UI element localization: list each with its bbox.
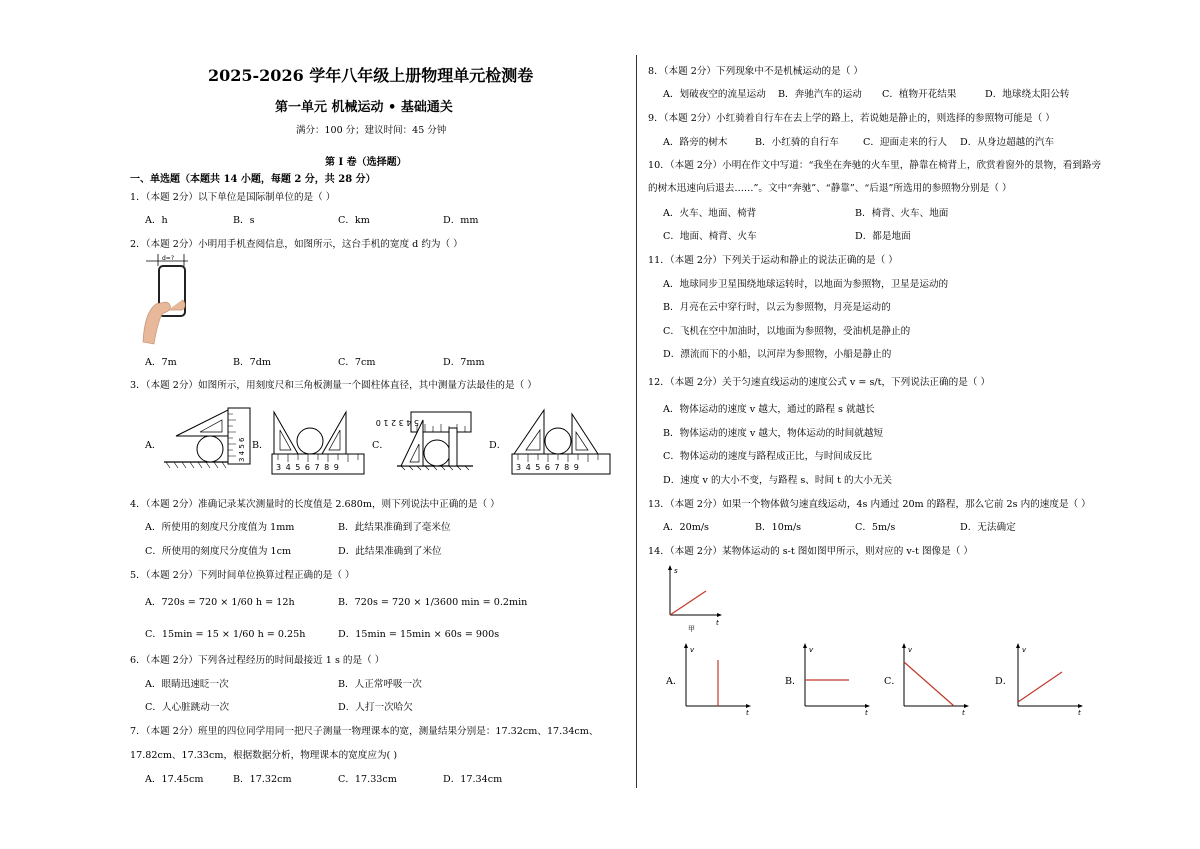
q6-option-d: D．人打一次哈欠 — [338, 702, 413, 713]
q7-option-c: C．17.33cm — [338, 774, 397, 785]
q13-option-c: C．5m/s — [855, 522, 896, 533]
q13-option-d: D．无法确定 — [960, 522, 1016, 533]
question-4: 4．（本题 2分）准确记录某次测量时的长度值是 2.680m，则下列说法中正确的是（ ） — [130, 499, 500, 510]
q4-option-c: C．所使用的刻度尺分度值为 1cm — [145, 546, 292, 557]
jia-axis-s: s — [674, 567, 678, 575]
question-5: 5．（本题 2分）下列时间单位换算过程正确的是（ ） — [130, 570, 355, 581]
question-7-cont: 17.82cm、17.33cm，根据数据分析，物理课本的宽度应为( ) — [130, 750, 398, 761]
d-axis-v: v — [1022, 646, 1027, 654]
q3-figure-a — [162, 404, 256, 470]
q9-option-b: B．小红骑的自行车 — [755, 137, 839, 148]
q14-graph-c — [896, 640, 972, 716]
b-axis-v: v — [809, 646, 814, 654]
q3-figure-b — [268, 404, 368, 476]
q14-option-d: D． — [995, 676, 1013, 687]
q11-option-a: A．地球同步卫星围绕地球运转时，以地面为参照物，卫星是运动的 — [663, 279, 949, 290]
question-2: 2．（本题 2分）小明用手机查阅信息，如图所示，这台手机的宽度 d 约为（ ） — [130, 239, 463, 250]
q14-graph-d — [1010, 640, 1086, 716]
q2-option-d: D．7mm — [443, 357, 485, 368]
q7-option-a: A．17.45cm — [145, 774, 204, 785]
q5-option-d: D．15min = 15min × 60s = 900s — [338, 629, 500, 640]
q12-option-d: D．速度 v 的大小不变，与路程 s、时间 t 的大小无关 — [663, 475, 893, 486]
ruler-a-numbers: 3 4 5 6 — [238, 437, 246, 462]
q5-option-c: C．15min = 15 × 1/60 h = 0.25h — [145, 629, 306, 640]
q2-option-a: A．7m — [145, 357, 177, 368]
exam-title: 2025-2026 学年八年级上册物理单元检测卷 — [208, 66, 534, 85]
q11-option-d: D．漂流而下的小船，以河岸为参照物，小船是静止的 — [663, 349, 892, 360]
a-axis-v: v — [690, 646, 695, 654]
q6-option-a: A．眼睛迅速眨一次 — [145, 679, 229, 690]
q9-option-d: D．从身边超越的汽车 — [960, 137, 1055, 148]
question-7: 7．（本题 2分）班里的四位同学用同一把尺子测量一物理课本的宽，测量结果分别是：17.32cm、17.34cm、 — [130, 726, 599, 737]
question-6: 6．（本题 2分）下列各过程经历的时间最接近 1 s 的是（ ） — [130, 655, 385, 666]
q11-option-c: C．飞机在空中加油时，以地面为参照物，受油机是静止的 — [663, 326, 911, 337]
q12-option-c: C．物体运动的速度与路程成正比，与时间成反比 — [663, 451, 872, 462]
q12-option-b: B．物体运动的速度 v 越大，物体运动的时间就越短 — [663, 428, 884, 439]
b-axis-t: t — [865, 709, 868, 717]
question-10-cont: 的树木迅速向后退去……”。文中“奔驰”、“静靠”、“后退”所选用的参照物分别是（ ） — [648, 183, 1012, 194]
q1-option-b: B．s — [233, 215, 255, 226]
q3-option-b: B． — [252, 440, 269, 451]
exam-subtitle: 第一单元 机械运动 • 基础通关 — [275, 100, 453, 115]
jia-axis-t: t — [716, 619, 719, 627]
q2-option-b: B．7dm — [233, 357, 271, 368]
q1-option-c: C．km — [338, 215, 370, 226]
q6-option-c: C．人心脏跳动一次 — [145, 702, 230, 713]
q7-option-d: D．17.34cm — [443, 774, 503, 785]
q2-option-c: C．7cm — [338, 357, 376, 368]
q1-option-d: D．mm — [443, 215, 479, 226]
q6-option-b: B．人正常呼吸一次 — [338, 679, 422, 690]
q9-option-c: C．迎面走来的行人 — [863, 137, 948, 148]
question-11: 11．（本题 2分）下列关于运动和静止的说法正确的是（ ） — [648, 255, 898, 266]
question-9: 9．（本题 2分）小红骑着自行车在去上学的路上，若说她是静止的，则选择的参照物可能是（ ） — [648, 113, 1055, 124]
q10-option-c: C．地面、椅背、火车 — [663, 231, 757, 242]
question-10: 10．（本题 2分）小明在作文中写道：“我坐在奔驰的火车里，静靠在椅背上，欣赏着窗外的景物，看到路旁 — [648, 160, 1102, 171]
c-axis-t: t — [962, 709, 965, 717]
d-axis-t: t — [1078, 709, 1081, 717]
q3-option-a: A． — [145, 440, 162, 451]
d-label: d=? — [162, 255, 175, 262]
q4-option-d: D．此结果准确到了米位 — [338, 546, 442, 557]
q14-option-c: C． — [884, 676, 901, 687]
q14-option-b: B． — [785, 676, 802, 687]
q10-option-d: D．都是地面 — [855, 231, 911, 242]
a-axis-t: t — [746, 709, 749, 717]
q8-option-a: A．划破夜空的流星运动 — [663, 89, 766, 100]
column-divider — [636, 55, 637, 788]
q10-option-a: A．火车、地面、椅背 — [663, 208, 757, 219]
c-axis-v: v — [908, 646, 913, 654]
question-14: 14．（本题 2分）某物体运动的 s-t 图如图甲所示，则对应的 v-t 图像是（ ） — [648, 546, 973, 557]
q8-option-b: B．奔驰汽车的运动 — [778, 89, 862, 100]
question-13: 13．（本题 2分）如果一个物体做匀速直线运动，4s 内通过 20m 的路程，那么它前 2s 内的速度是（ ） — [648, 499, 1091, 510]
jia-label: 甲 — [688, 625, 695, 633]
q14-graph-a — [678, 640, 754, 716]
q7-option-b: B．17.32cm — [233, 774, 292, 785]
q3-figure-d — [508, 404, 614, 476]
q8-option-c: C．植物开花结果 — [882, 89, 957, 100]
phone-figure — [138, 252, 190, 346]
q4-option-a: A．所使用的刻度尺分度值为 1mm — [145, 522, 295, 533]
q10-option-b: B．椅背、火车、地面 — [855, 208, 949, 219]
question-12: 12．（本题 2分）关于匀速直线运动的速度公式 v = s/t，下列说法正确的是（ ） — [648, 377, 991, 388]
q3-figure-c — [375, 408, 483, 470]
question-8: 8．（本题 2分）下列现象中不是机械运动的是（ ） — [648, 66, 863, 77]
question-3: 3．（本题 2分）如图所示，用刻度尺和三角板测量一个圆柱体直径，其中测量方法最佳的是（ ） — [130, 380, 537, 391]
section-title: 一、单选题（本题共 14 小题，每题 2 分，共 28 分） — [130, 174, 376, 185]
exam-meta: 满分：100 分；建议时间：45 分钟 — [296, 125, 447, 136]
q14-option-a: A． — [666, 676, 683, 687]
q11-option-b: B．月亮在云中穿行时，以云为参照物，月亮是运动的 — [663, 302, 891, 313]
q5-option-b: B．720s = 720 × 1/3600 min = 0.2min — [338, 597, 528, 608]
q14-st-graph-jia — [662, 563, 726, 635]
q3-option-d: D． — [489, 440, 507, 451]
ruler-c-numbers: 5 4 3 2 1 0 — [375, 418, 419, 427]
q8-option-d: D．地球绕太阳公转 — [985, 89, 1070, 100]
ruler-b-numbers: 3 4 5 6 7 8 9 — [276, 463, 340, 472]
q5-option-a: A．720s = 720 × 1/60 h = 12h — [145, 597, 295, 608]
q13-option-a: A．20m/s — [663, 522, 709, 533]
part-title: 第 I 卷（选择题） — [325, 157, 407, 168]
q1-option-a: A．h — [145, 215, 168, 226]
q3-option-c: C． — [372, 440, 389, 451]
q14-graph-b — [797, 640, 873, 716]
ruler-d-numbers: 3 4 5 6 7 8 9 — [516, 463, 580, 472]
q9-option-a: A．路旁的树木 — [663, 137, 728, 148]
question-1: 1．（本题 2分）以下单位是国际制单位的是（ ） — [130, 192, 336, 203]
q4-option-b: B．此结果准确到了毫米位 — [338, 522, 451, 533]
q12-option-a: A．物体运动的速度 v 越大，通过的路程 s 就越长 — [663, 404, 875, 415]
q13-option-b: B．10m/s — [755, 522, 802, 533]
